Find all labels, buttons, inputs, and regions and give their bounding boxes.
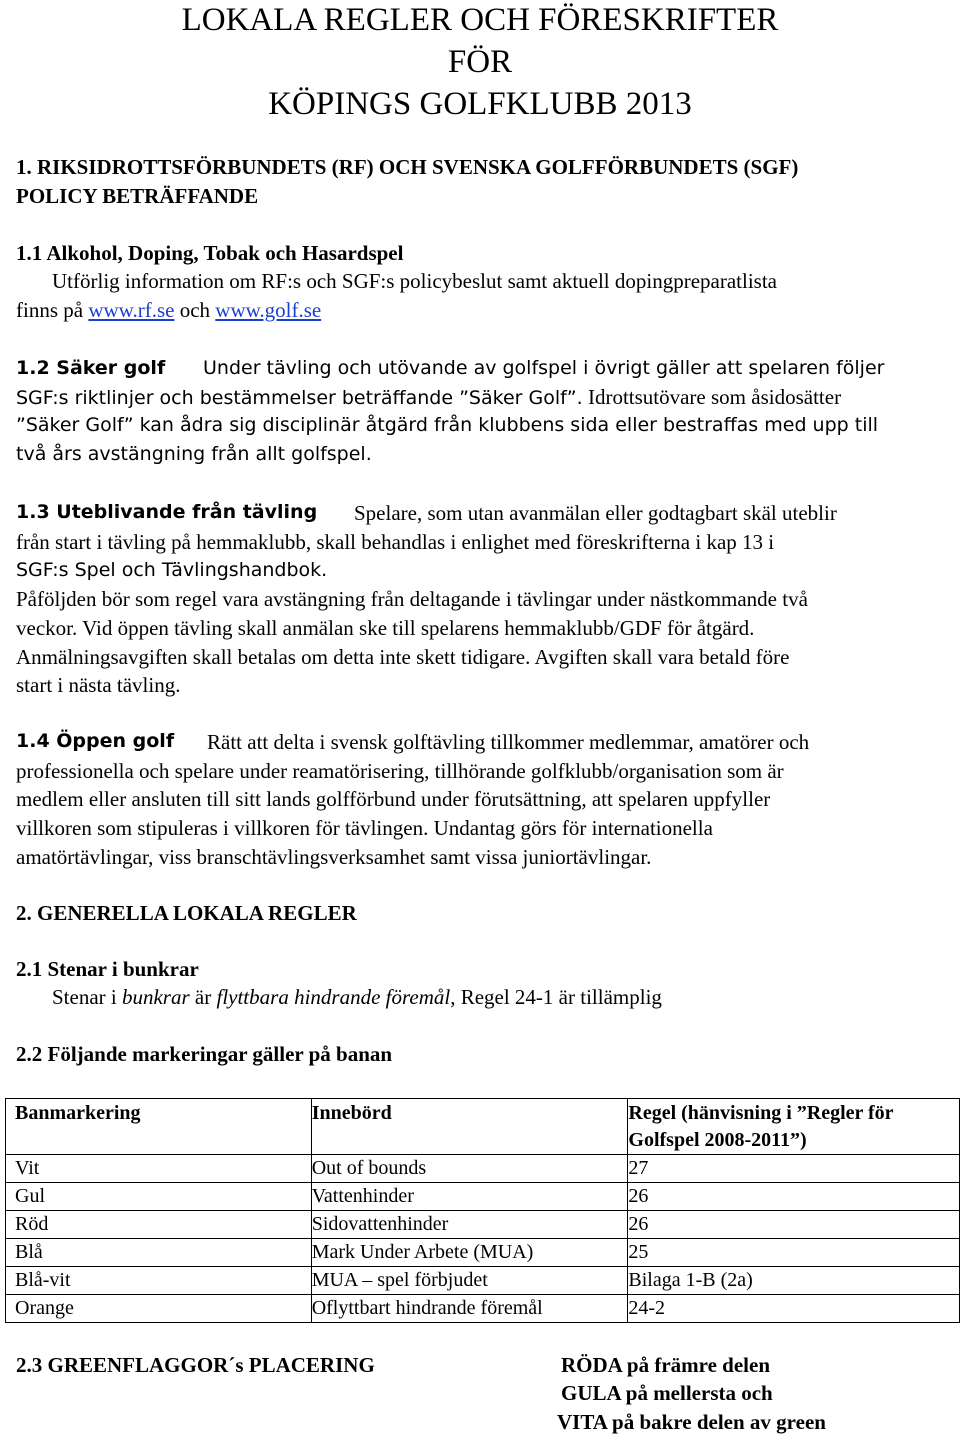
section-2-2-heading: 2.2 Följande markeringar gäller på banan — [16, 1042, 393, 1066]
marking-cell: Vit — [6, 1155, 312, 1183]
section-1-2-text-4: två års avstängning från allt golfspel. — [16, 443, 372, 465]
bunkers-term: bunkrar — [121, 985, 190, 1009]
header-innebord: Innebörd — [311, 1099, 628, 1155]
header-regel: Regel (hänvisning i ”Regler för Golfspel 2008-2011”) — [628, 1099, 960, 1155]
rule-cell: 26 — [628, 1183, 960, 1211]
section-1-4-text-3: medlem eller ansluten till sitt lands golfförbund under förutsättning, att spelaren uppfyller — [16, 787, 771, 811]
links-prefix: finns på — [16, 298, 89, 322]
table-row — [6, 1267, 960, 1295]
table-row — [6, 1295, 960, 1323]
movable-obstructions-term: flyttbara hindrande föremål — [216, 985, 451, 1009]
section-2-heading: 2. GENERELLA LOKALA REGLER — [16, 901, 357, 925]
section-1-3-text-7: start i nästa tävling. — [16, 673, 181, 697]
marking-cell: Röd — [6, 1211, 312, 1239]
rule-cell: 25 — [628, 1239, 960, 1267]
section-1-1-text: Utförlig information om RF:s och SGF:s policybeslut samt aktuell dopingpreparatlista — [52, 269, 778, 293]
meaning-cell: Out of bounds — [311, 1155, 628, 1183]
course-markings-table — [5, 1098, 960, 1323]
links-mid: och — [174, 298, 216, 322]
safe-golf-guidelines-cont: Idrottsutövare som åsidosätter — [582, 385, 842, 409]
section-1-heading-cont: POLICY BETRÄFFANDE — [16, 184, 259, 208]
section-1-2-text-2 — [16, 385, 841, 410]
stones-text-a: Stenar i — [52, 985, 122, 1009]
meaning-cell: Oflyttbart hindrande föremål — [311, 1295, 628, 1323]
marking-cell: Blå-vit — [6, 1267, 312, 1295]
safe-golf-guidelines: SGF:s riktlinjer och bestämmelser beträffande ”Säker Golf”. — [16, 387, 583, 409]
section-1-2-text-1: Under tävling och utövande av golfspel i övrigt gäller att spelaren följer — [203, 357, 885, 379]
rule-cell: 24-2 — [628, 1295, 960, 1323]
section-1-3-text-5: veckor. Vid öppen tävling skall anmälan ske till spelarens hemmaklubb/GDF för åtgärd. — [16, 616, 755, 640]
rf-link[interactable]: www.rf.se — [88, 298, 175, 322]
meaning-cell: Sidovattenhinder — [311, 1211, 628, 1239]
meaning-cell: Vattenhinder — [311, 1183, 628, 1211]
section-1-2-heading: 1.2 Säker golf — [16, 357, 166, 379]
section-1-2-text-3: ”Säker Golf” kan ådra sig disciplinär åtgärd från klubbens sida eller bestraffas med upp till — [16, 414, 879, 436]
stones-text-c: är — [189, 985, 217, 1009]
section-1-3-text-2: från start i tävling på hemmaklubb, skall behandlas i enlighet med föreskrifterna i kap 13 i — [16, 530, 775, 554]
section-2-1-text — [52, 985, 662, 1010]
section-2-1-heading: 2.1 Stenar i bunkrar — [16, 957, 199, 981]
section-1-4-text-1: Rätt att delta i svensk golftävling tillkommer medlemmar, amatörer och — [207, 730, 810, 754]
section-1-1-heading: 1.1 Alkohol, Doping, Tobak och Hasardspel — [16, 241, 404, 265]
meaning-cell: Mark Under Arbete (MUA) — [311, 1239, 628, 1267]
rule-cell: 27 — [628, 1155, 960, 1183]
stones-text-e: , Regel 24-1 är tillämplig — [450, 985, 662, 1009]
section-1-3-text-3: SGF:s Spel och Tävlingshandbok. — [16, 559, 328, 581]
marking-cell: Gul — [6, 1183, 312, 1211]
flag-white-placement: VITA på bakre delen av green — [557, 1410, 826, 1434]
section-1-4-heading: 1.4 Öppen golf — [16, 730, 175, 752]
document-title-line-1: LOKALA REGLER OCH FÖRESKRIFTER — [181, 2, 779, 38]
document-title-line-3: KÖPINGS GOLFKLUBB 2013 — [268, 86, 692, 122]
flag-red-placement: RÖDA på främre delen — [561, 1353, 771, 1377]
section-1-4-text-5: amatörtävlingar, viss branschtävlingsverksamhet samt vissa juniortävlingar. — [16, 845, 652, 869]
section-1-1-links-line — [16, 298, 321, 323]
table-row — [6, 1155, 960, 1183]
meaning-cell: MUA – spel förbjudet — [311, 1267, 628, 1295]
marking-cell: Blå — [6, 1239, 312, 1267]
rule-cell: 26 — [628, 1211, 960, 1239]
rule-cell: Bilaga 1-B (2a) — [628, 1267, 960, 1295]
header-banmarkering: Banmarkering — [6, 1099, 312, 1155]
table-row — [6, 1239, 960, 1267]
section-1-3-text-1: Spelare, som utan avanmälan eller godtagbart skäl uteblir — [354, 501, 837, 525]
table-row — [6, 1183, 960, 1211]
section-1-3-text-4: Påföljden bör som regel vara avstängning från deltagande i tävlingar under nästkommande två — [16, 587, 808, 611]
marking-cell: Orange — [6, 1295, 312, 1323]
section-1-3-heading: 1.3 Uteblivande från tävling — [16, 501, 318, 523]
table-header-row — [6, 1099, 960, 1155]
section-2-3-heading: 2.3 GREENFLAGGOR´s PLACERING — [16, 1353, 375, 1377]
golf-link[interactable]: www.golf.se — [215, 298, 322, 322]
section-1-4-text-4: villkoren som stipuleras i villkoren för tävlingen. Undantag görs för internationella — [16, 816, 713, 840]
section-1-4-text-2: professionella och spelare under reamatörisering, tillhörande golfklubb/organisation som är — [16, 759, 784, 783]
document-title-line-2: FÖR — [447, 44, 513, 80]
flag-yellow-placement: GULA på mellersta och — [561, 1381, 773, 1405]
section-1-3-text-6: Anmälningsavgiften skall betalas om detta inte skett tidigare. Avgiften skall vara betald före — [16, 645, 790, 669]
table-row — [6, 1211, 960, 1239]
section-1-heading: 1. RIKSIDROTTSFÖRBUNDETS (RF) OCH SVENSKA GOLFFÖRBUNDETS (SGF) — [16, 155, 799, 179]
